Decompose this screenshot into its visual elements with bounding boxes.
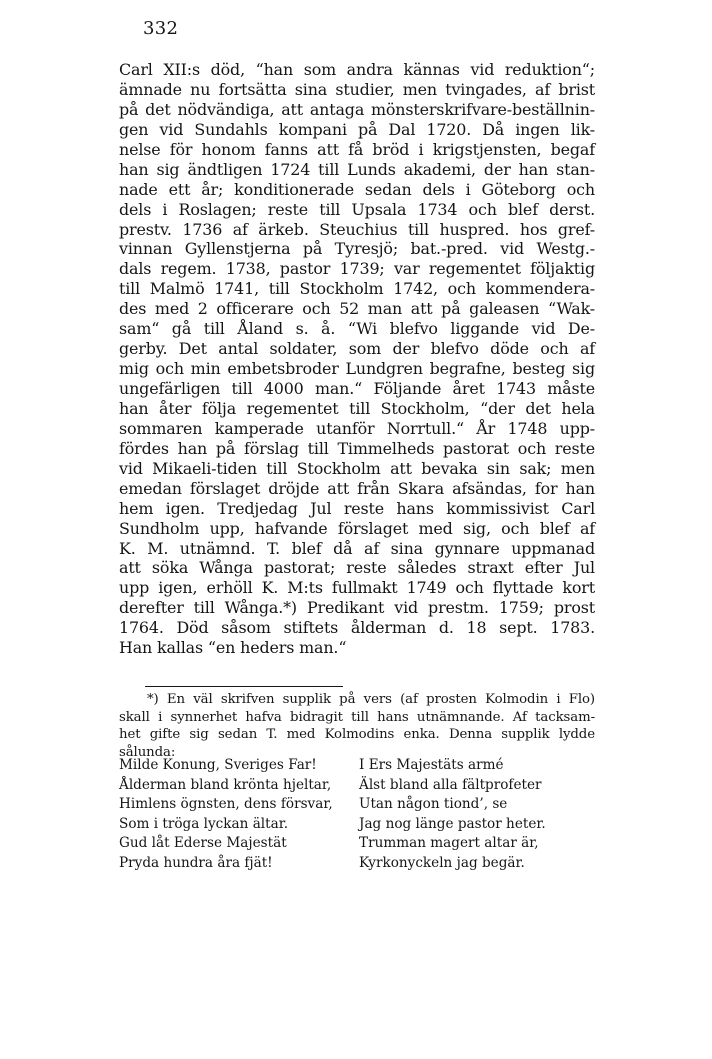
text-line: att söka Wånga pastorat; reste således straxt efter Jul — [119, 558, 595, 578]
poem-row — [119, 834, 595, 854]
text-line: fördes han på förslag till Timmelheds pastorat och reste — [119, 438, 595, 458]
text-line: han sig ändtligen 1724 till Lunds akademi, der han stan- — [119, 159, 595, 179]
poem-line-left: Som i tröga lyckan ältar. — [119, 815, 289, 832]
main-text — [119, 60, 595, 658]
footnote-divider — [145, 686, 343, 687]
text-line: ämnade nu fortsätta sina studier, men tvingades, af brist — [119, 79, 595, 99]
text-line: K. M. utnämnd. T. blef då af sina gynnare uppmanad — [119, 538, 595, 558]
text-line: sommaren kamperade utanför Norrtull.“ År 1748 upp- — [119, 418, 595, 438]
text-line: Sundholm upp, hafvande förslaget med sig, och blef af — [119, 518, 595, 538]
poem-line-left: Ålderman bland krönta hjeltar, — [119, 776, 332, 793]
poem-row — [119, 776, 595, 796]
poem-line-right: Älst bland alla fältprofeter — [359, 776, 542, 793]
text-line: till Malmö 1741, till Stockholm 1742, och kommendera- — [119, 279, 595, 299]
footnote — [119, 691, 595, 762]
poem-line-right: Jag nog länge pastor heter. — [359, 815, 546, 832]
text-line: des med 2 officerare och 52 man att på galeasen “Wak- — [119, 299, 595, 319]
poem-row — [119, 795, 595, 815]
footnote-line: *) En väl skrifven supplik på vers (af prosten Kolmodin i Flo) — [147, 692, 595, 707]
text-line: ungefärligen till 4000 man.“ Följande året 1743 måste — [119, 379, 595, 398]
poem-line-right: Trumman magert altar är, — [359, 835, 539, 852]
poem-line-left: Milde Konung, Sveriges Far! — [119, 757, 317, 773]
poem-line-left: Gud låt Ederse Majestät — [119, 835, 287, 852]
text-line: gerby. Det antal soldater, som der blefvo döde och af — [119, 339, 595, 359]
text-line: Carl XII:s död, “han som andra kännas vid reduktion“; — [119, 60, 595, 79]
footnote-line: het gifte sig sedan T. med Kolmodins enka. Denna supplik lydde — [119, 727, 595, 743]
text-line: prestv. 1736 af ärkeb. Steuchius till huspred. hos gref- — [119, 219, 595, 239]
poem-line-right: Kyrkonyckeln jag begär. — [359, 854, 525, 871]
poem-line-left: Himlens ögnsten, dens försvar, — [119, 796, 333, 813]
text-line: han åter följa regementet till Stockholm, “der det hela — [119, 398, 595, 418]
poem-row — [119, 815, 595, 835]
text-line: vid Mikaeli-tiden till Stockholm att bevaka sin sak; men — [119, 458, 595, 478]
poem-row — [119, 854, 595, 874]
text-line: gen vid Sundahls kompani på Dal 1720. Då ingen lik- — [119, 119, 595, 139]
poem-row — [119, 756, 595, 776]
text-line: dals regem. 1738, pastor 1739; var regementet följaktig — [119, 259, 595, 279]
text-line: sam“ gå till Åland s. å. “Wi blefvo liggande vid De- — [119, 319, 595, 339]
text-line: Han kallas “en heders man.“ — [119, 638, 347, 658]
text-line: nelse för honom fanns att få bröd i krigstjensten, begaf — [119, 139, 595, 159]
poem-line-right: I Ers Majestäts armé — [359, 757, 504, 773]
text-line: på det nödvändiga, att antaga mönsterskrifvare-beställnin- — [119, 99, 595, 119]
poem-line-right: Utan någon tiond’, se — [359, 796, 508, 813]
text-line: mig och min embetsbroder Lundgren begrafne, besteg sig — [119, 359, 595, 379]
poem-line-left: Pryda hundra åra fjät! — [119, 854, 273, 871]
footnote-line: sålunda: — [119, 745, 176, 761]
text-line: 1764. Död såsom stiftets ålderman d. 18 sept. 1783. — [119, 618, 595, 638]
supplik-poem — [119, 756, 595, 874]
page-number: 332 — [143, 18, 179, 39]
text-line: upp igen, erhöll K. M:ts fullmakt 1749 och flyttade kort — [119, 578, 595, 598]
text-line: hem igen. Tredjedag Jul reste hans kommissivist Carl — [119, 498, 595, 518]
footnote-line: skall i synnerhet hafva bidragit till hans utnämnande. Af tacksam- — [119, 709, 595, 725]
text-line: dels i Roslagen; reste till Upsala 1734 och blef derst. — [119, 199, 595, 219]
text-line: emedan förslaget dröjde att från Skara afsändas, for han — [119, 478, 595, 498]
text-line: nade ett år; konditionerade sedan dels i Göteborg och — [119, 179, 595, 199]
text-line: derefter till Wånga.*) Predikant vid prestm. 1759; prost — [119, 598, 595, 618]
text-line: vinnan Gyllenstjerna på Tyresjö; bat.-pred. vid Westg.- — [119, 239, 595, 259]
